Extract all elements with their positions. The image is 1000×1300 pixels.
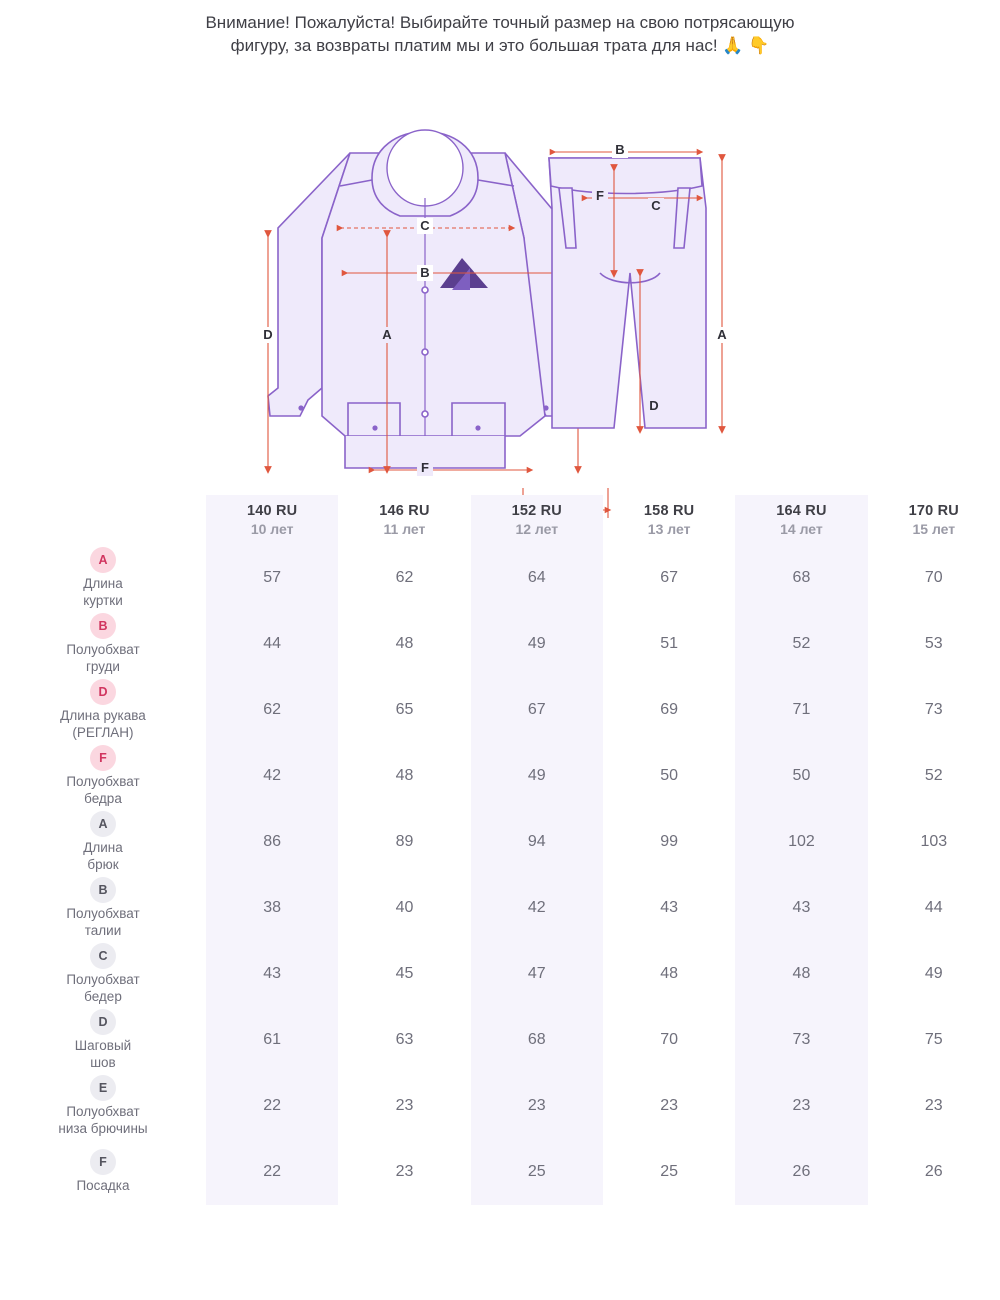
measurement-value: 102 <box>735 809 867 875</box>
measurement-value: 57 <box>206 545 338 611</box>
table-row <box>0 941 1000 1007</box>
measurement-value: 61 <box>206 1007 338 1073</box>
jacket-label-C: C <box>420 217 430 233</box>
measurement-name-line-1: Шаговый <box>74 1037 132 1053</box>
measurement-name-line-2: груди <box>85 658 120 674</box>
measurement-value: 75 <box>924 1031 943 1048</box>
row-measurement-label <box>0 677 206 743</box>
table-body <box>0 545 1000 1205</box>
column-age-0: 10 лет <box>250 521 294 537</box>
row-measurement-label <box>0 875 206 941</box>
notice-banner <box>70 0 930 58</box>
header-empty-cell <box>0 495 206 545</box>
column-header-1 <box>338 495 470 545</box>
column-size-2: 152 RU <box>511 503 562 519</box>
column-size-4: 164 RU <box>776 503 827 519</box>
measurement-value: 23 <box>660 1097 679 1114</box>
notice-line-2: фигуру, за возвраты платим мы и это большая трата для нас! 🙏 👇 <box>230 35 770 55</box>
measurement-value: 40 <box>395 899 414 916</box>
measurement-name-line-1: Полуобхват <box>66 971 140 987</box>
measurement-value: 49 <box>471 743 603 809</box>
measurement-value: 64 <box>471 545 603 611</box>
measurement-name-line-1: Длина рукава <box>60 707 146 723</box>
measurement-value: 48 <box>660 965 679 982</box>
measurement-value: 65 <box>395 701 414 718</box>
measurement-value: 42 <box>206 743 338 809</box>
row-measurement-label <box>0 809 206 875</box>
measurement-name-line-2: шов <box>90 1054 116 1070</box>
column-header-0 <box>206 495 338 545</box>
jacket-label-B: B <box>420 264 430 280</box>
measurement-value: 23 <box>471 1073 603 1139</box>
table-header-row <box>0 495 1000 545</box>
measurement-value: 48 <box>395 767 414 784</box>
measurement-badge: F <box>90 1149 116 1175</box>
pants-label-B: B <box>615 141 625 157</box>
measurement-name-line-1: Полуобхват <box>66 905 140 921</box>
pants-label-A: A <box>717 326 727 342</box>
measurement-value: 47 <box>471 941 603 1007</box>
size-chart <box>0 495 1000 1205</box>
measurement-name-line-2: бедра <box>84 790 122 806</box>
column-age-3: 13 лет <box>647 521 691 537</box>
measurement-name-line-2: талии <box>84 922 122 938</box>
column-age-4: 14 лет <box>780 521 823 537</box>
measurement-value: 70 <box>660 1031 679 1048</box>
measurement-badge: C <box>90 943 116 969</box>
measurement-badge: E <box>90 1075 116 1101</box>
measurement-name-line-1: Длина <box>83 839 123 855</box>
measurement-value: 23 <box>735 1073 867 1139</box>
measurement-badge: A <box>90 547 116 573</box>
column-size-3: 158 RU <box>643 503 695 519</box>
table-row <box>0 809 1000 875</box>
jacket-label-A: A <box>382 326 392 342</box>
measurement-value: 22 <box>206 1073 338 1139</box>
measurement-value: 71 <box>735 677 867 743</box>
table-row <box>0 1073 1000 1139</box>
measurement-value: 48 <box>735 941 867 1007</box>
measurement-name-line-1: Длина <box>83 575 123 591</box>
measurement-value: 26 <box>924 1163 943 1180</box>
row-measurement-label <box>0 941 206 1007</box>
measurement-value: 43 <box>660 899 679 916</box>
measurement-value: 62 <box>395 569 414 586</box>
column-age-2: 12 лет <box>515 521 559 537</box>
measurement-value: 89 <box>395 833 414 850</box>
measurement-value: 43 <box>735 875 867 941</box>
measurement-value: 68 <box>471 1007 603 1073</box>
measurement-name-line-1: Полуобхват <box>66 1103 140 1119</box>
measurement-value: 63 <box>395 1031 414 1048</box>
pants-label-C: C <box>651 197 661 213</box>
measurement-name-line-1: Полуобхват <box>66 773 140 789</box>
measurement-value: 67 <box>471 677 603 743</box>
measurement-badge: D <box>90 679 116 705</box>
measurement-value: 23 <box>924 1097 943 1114</box>
measurement-value: 43 <box>206 941 338 1007</box>
size-illustration <box>0 58 1000 475</box>
pants-label-F: F <box>596 187 604 203</box>
measurement-value: 44 <box>924 899 943 916</box>
table-row <box>0 545 1000 611</box>
measurement-name-line-2: бедер <box>84 988 122 1004</box>
measurement-name-line-2: куртки <box>83 592 123 608</box>
measurement-value: 68 <box>735 545 867 611</box>
row-measurement-label <box>0 1007 206 1073</box>
measurement-value: 50 <box>660 767 679 784</box>
measurement-value: 53 <box>924 635 943 652</box>
pants-label-D: D <box>649 397 659 413</box>
row-measurement-label <box>0 743 206 809</box>
measurement-name-line-2: низа брючины <box>58 1120 148 1136</box>
measurement-value: 52 <box>924 767 943 784</box>
measurement-value: 103 <box>920 833 948 850</box>
measurement-badge: A <box>90 811 116 837</box>
measurement-value: 50 <box>735 743 867 809</box>
measurement-value: 45 <box>395 965 414 982</box>
measurement-value: 69 <box>660 701 679 718</box>
measurement-badge: D <box>90 1009 116 1035</box>
column-header-3 <box>603 495 735 545</box>
measurement-name-line-2: (РЕГЛАН) <box>72 724 134 740</box>
measurement-badge: F <box>90 745 116 771</box>
size-table <box>0 495 1000 1205</box>
column-age-5: 15 лет <box>912 521 956 537</box>
column-size-1: 146 RU <box>379 503 430 519</box>
measurement-value: 67 <box>660 569 679 586</box>
jacket-drawing <box>268 130 578 468</box>
measurement-value: 22 <box>206 1139 338 1205</box>
measurement-name-line-1: Полуобхват <box>66 641 140 657</box>
measurement-value: 48 <box>395 635 414 652</box>
measurement-badge: B <box>90 613 116 639</box>
table-row <box>0 1007 1000 1073</box>
measurement-value: 49 <box>471 611 603 677</box>
measurement-value: 42 <box>471 875 603 941</box>
measurement-value: 23 <box>395 1163 414 1180</box>
jacket-label-F: F <box>421 459 429 475</box>
row-measurement-label <box>0 611 206 677</box>
row-measurement-label <box>0 545 206 611</box>
measurement-value: 99 <box>660 833 679 850</box>
jacket-label-D: D <box>263 326 273 342</box>
measurement-value: 25 <box>660 1163 679 1180</box>
measurement-value: 38 <box>206 875 338 941</box>
measurement-value: 70 <box>924 569 943 586</box>
measurement-value: 86 <box>206 809 338 875</box>
measurement-value: 44 <box>206 611 338 677</box>
measurement-value: 73 <box>735 1007 867 1073</box>
column-header-4 <box>735 495 867 545</box>
table-row <box>0 1139 1000 1205</box>
measurement-value: 73 <box>924 701 943 718</box>
column-header-2 <box>471 495 603 545</box>
measurement-value: 49 <box>924 965 943 982</box>
measurement-value: 25 <box>471 1139 603 1205</box>
row-measurement-label <box>0 1073 206 1139</box>
measurement-value: 23 <box>395 1097 414 1114</box>
table-row <box>0 677 1000 743</box>
table-row <box>0 743 1000 809</box>
measurement-value: 94 <box>471 809 603 875</box>
measurement-value: 62 <box>206 677 338 743</box>
row-measurement-label <box>0 1139 206 1205</box>
garment-diagram-svg <box>0 58 1000 475</box>
table-row <box>0 611 1000 677</box>
measurement-value: 26 <box>735 1139 867 1205</box>
measurement-name-line-2: брюк <box>87 856 119 872</box>
column-header-5 <box>868 495 1000 545</box>
column-size-0: 140 RU <box>246 503 298 519</box>
notice-line-1: Внимание! Пожалуйста! Выбирайте точный размер на свою потрясающую <box>205 13 795 32</box>
table-row <box>0 875 1000 941</box>
measurement-value: 52 <box>735 611 867 677</box>
measurement-value: 51 <box>660 635 679 652</box>
measurement-badge: B <box>90 877 116 903</box>
measurement-name-line-1: Посадка <box>76 1178 130 1194</box>
column-age-1: 11 лет <box>383 521 426 537</box>
column-size-5: 170 RU <box>908 503 959 519</box>
